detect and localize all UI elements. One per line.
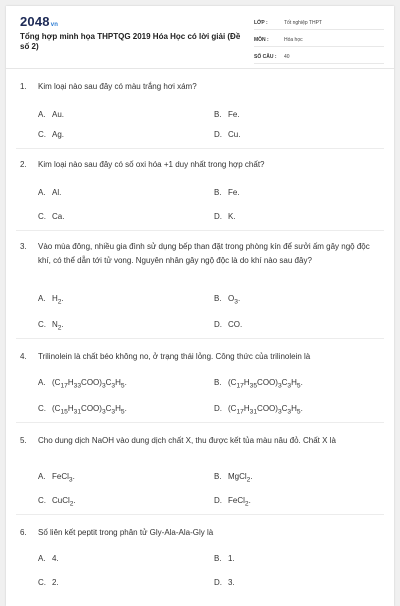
meta-class: [254, 16, 384, 30]
meta-key: LỚP :: [254, 19, 268, 26]
question-text: [20, 434, 380, 448]
question-text: [20, 80, 380, 94]
meta-value: Tốt nghiệp THPT: [284, 19, 322, 26]
option-letter: C.: [38, 578, 46, 587]
meta-key: MÔN :: [254, 36, 269, 43]
meta-subject: [254, 33, 384, 47]
document-header: [6, 6, 394, 69]
answer-option[interactable]: [214, 472, 253, 484]
option-letter: B.: [214, 472, 222, 481]
question-number: 5.: [20, 436, 27, 445]
question-text: [20, 350, 380, 364]
option-text: FeCl$_3$.: [52, 472, 75, 484]
option-letter: C.: [38, 212, 46, 221]
answer-option[interactable]: [38, 188, 61, 197]
answer-option[interactable]: [214, 554, 235, 563]
answer-option[interactable]: [214, 404, 303, 416]
option-letter: D.: [214, 130, 222, 139]
option-letter: B.: [214, 294, 222, 303]
option-letter: D.: [214, 320, 222, 329]
document-meta: [254, 16, 384, 67]
option-letter: C.: [38, 320, 46, 329]
meta-question-count: [254, 50, 384, 64]
meta-value: 40: [284, 53, 290, 60]
option-text: K.: [228, 212, 236, 221]
option-text: $(C_{17}H_{33}COO)_3C_3H_5$.: [52, 378, 127, 390]
option-text: 3.: [228, 578, 235, 587]
question-number: 1.: [20, 82, 27, 91]
option-letter: D.: [214, 578, 222, 587]
question-stem: Cho dung dịch NaOH vào dung dịch chất X, thu được kết tủa màu nâu đỏ. Chất X là: [38, 436, 336, 445]
document-title: Tổng hợp minh họa THPTQG 2019 Hóa Học có lời giải (Đề số 2): [20, 32, 241, 51]
question-stem: Kim loại nào sau đây có màu trắng hơi xám?: [38, 82, 197, 91]
option-text: 2.: [52, 578, 59, 587]
answer-option[interactable]: [38, 294, 64, 306]
answer-option[interactable]: [214, 578, 235, 587]
answer-option[interactable]: [38, 110, 64, 119]
option-text: Fe.: [228, 188, 240, 197]
option-text: Cu.: [228, 130, 241, 139]
option-text: CuCl$_2$.: [52, 496, 76, 508]
question-stem: Vào mùa đông, nhiều gia đình sử dụng bếp than đặt trong phòng kín để sưởi ấm gây ngộ độc khí, có thể dẫn tới tử vong. Nguyên nhân gây ngộ độc là do khí nào sau đây?: [38, 242, 370, 265]
option-letter: A.: [38, 472, 46, 481]
option-text: $(C_{17}H_{31}COO)_3C_3H_5$.: [228, 404, 303, 416]
answer-option[interactable]: [214, 496, 251, 508]
option-letter: A.: [38, 378, 46, 387]
question-stem: Số liên kết peptit trong phân tử Gly-Ala-Ala-Gly là: [38, 528, 214, 537]
answer-option[interactable]: [38, 578, 59, 587]
site-logo[interactable]: 2048vn: [20, 14, 59, 29]
option-letter: B.: [214, 378, 222, 387]
option-text: Ag.: [52, 130, 65, 139]
answer-option[interactable]: [214, 294, 240, 306]
question-divider: [16, 230, 384, 231]
option-text: $(C_{15}H_{31}COO)_3C_3H_5$.: [52, 404, 127, 416]
option-text: CO.: [228, 320, 243, 329]
answer-option[interactable]: [38, 554, 59, 563]
question-divider: [16, 148, 384, 149]
worksheet-page: [6, 6, 394, 606]
answer-option[interactable]: [214, 378, 303, 390]
question-number: 3.: [20, 242, 27, 251]
question-divider: [16, 338, 384, 339]
question-stem: Trilinolein là chất béo không no, ở trạng thái lỏng. Công thức của trilinolein là: [38, 352, 311, 361]
option-letter: D.: [214, 404, 222, 413]
option-letter: D.: [214, 496, 222, 505]
answer-option[interactable]: [214, 212, 236, 221]
option-text: FeCl$_2$.: [228, 496, 251, 508]
question-stem: Kim loại nào sau đây có số oxi hóa +1 duy nhất trong hợp chất?: [38, 160, 265, 169]
answer-option[interactable]: [214, 320, 242, 329]
answer-option[interactable]: [38, 130, 64, 139]
question-divider: [16, 514, 384, 515]
option-letter: D.: [214, 212, 222, 221]
answer-option[interactable]: [214, 130, 240, 139]
answer-option[interactable]: [38, 472, 75, 484]
answer-option[interactable]: [38, 212, 64, 221]
option-text: 1.: [228, 554, 235, 563]
option-text: MgCl$_2$.: [228, 472, 253, 484]
meta-key: SỐ CÂU :: [254, 53, 277, 60]
option-text: $N_2$.: [52, 320, 64, 332]
answer-option[interactable]: [214, 188, 240, 197]
option-text: $O_3$.: [228, 294, 241, 306]
option-letter: C.: [38, 404, 46, 413]
question-text: [20, 240, 380, 265]
question-number: 6.: [20, 528, 27, 537]
option-letter: A.: [38, 110, 46, 119]
option-letter: C.: [38, 130, 46, 139]
option-text: Ca.: [52, 212, 65, 221]
answer-option[interactable]: [38, 496, 76, 508]
option-text: $(C_{17}H_{35}COO)_3C_3H_5$.: [228, 378, 303, 390]
option-text: $H_2$.: [52, 294, 64, 306]
answer-option[interactable]: [38, 378, 127, 390]
answer-option[interactable]: [38, 320, 64, 332]
option-letter: B.: [214, 188, 222, 197]
option-text: 4.: [52, 554, 59, 563]
question-divider: [16, 422, 384, 423]
question-number: 4.: [20, 352, 27, 361]
answer-option[interactable]: [38, 404, 127, 416]
option-text: Al.: [52, 188, 62, 197]
question-number: 2.: [20, 160, 27, 169]
option-letter: A.: [38, 294, 46, 303]
option-letter: B.: [214, 554, 222, 563]
option-text: Au.: [52, 110, 65, 119]
option-text: Fe.: [228, 110, 240, 119]
option-letter: A.: [38, 554, 46, 563]
answer-option[interactable]: [214, 110, 240, 119]
meta-value: Hóa học: [284, 36, 303, 43]
option-letter: B.: [214, 110, 222, 119]
option-letter: C.: [38, 496, 46, 505]
question-text: [20, 526, 380, 540]
option-letter: A.: [38, 188, 46, 197]
question-text: [20, 158, 380, 172]
